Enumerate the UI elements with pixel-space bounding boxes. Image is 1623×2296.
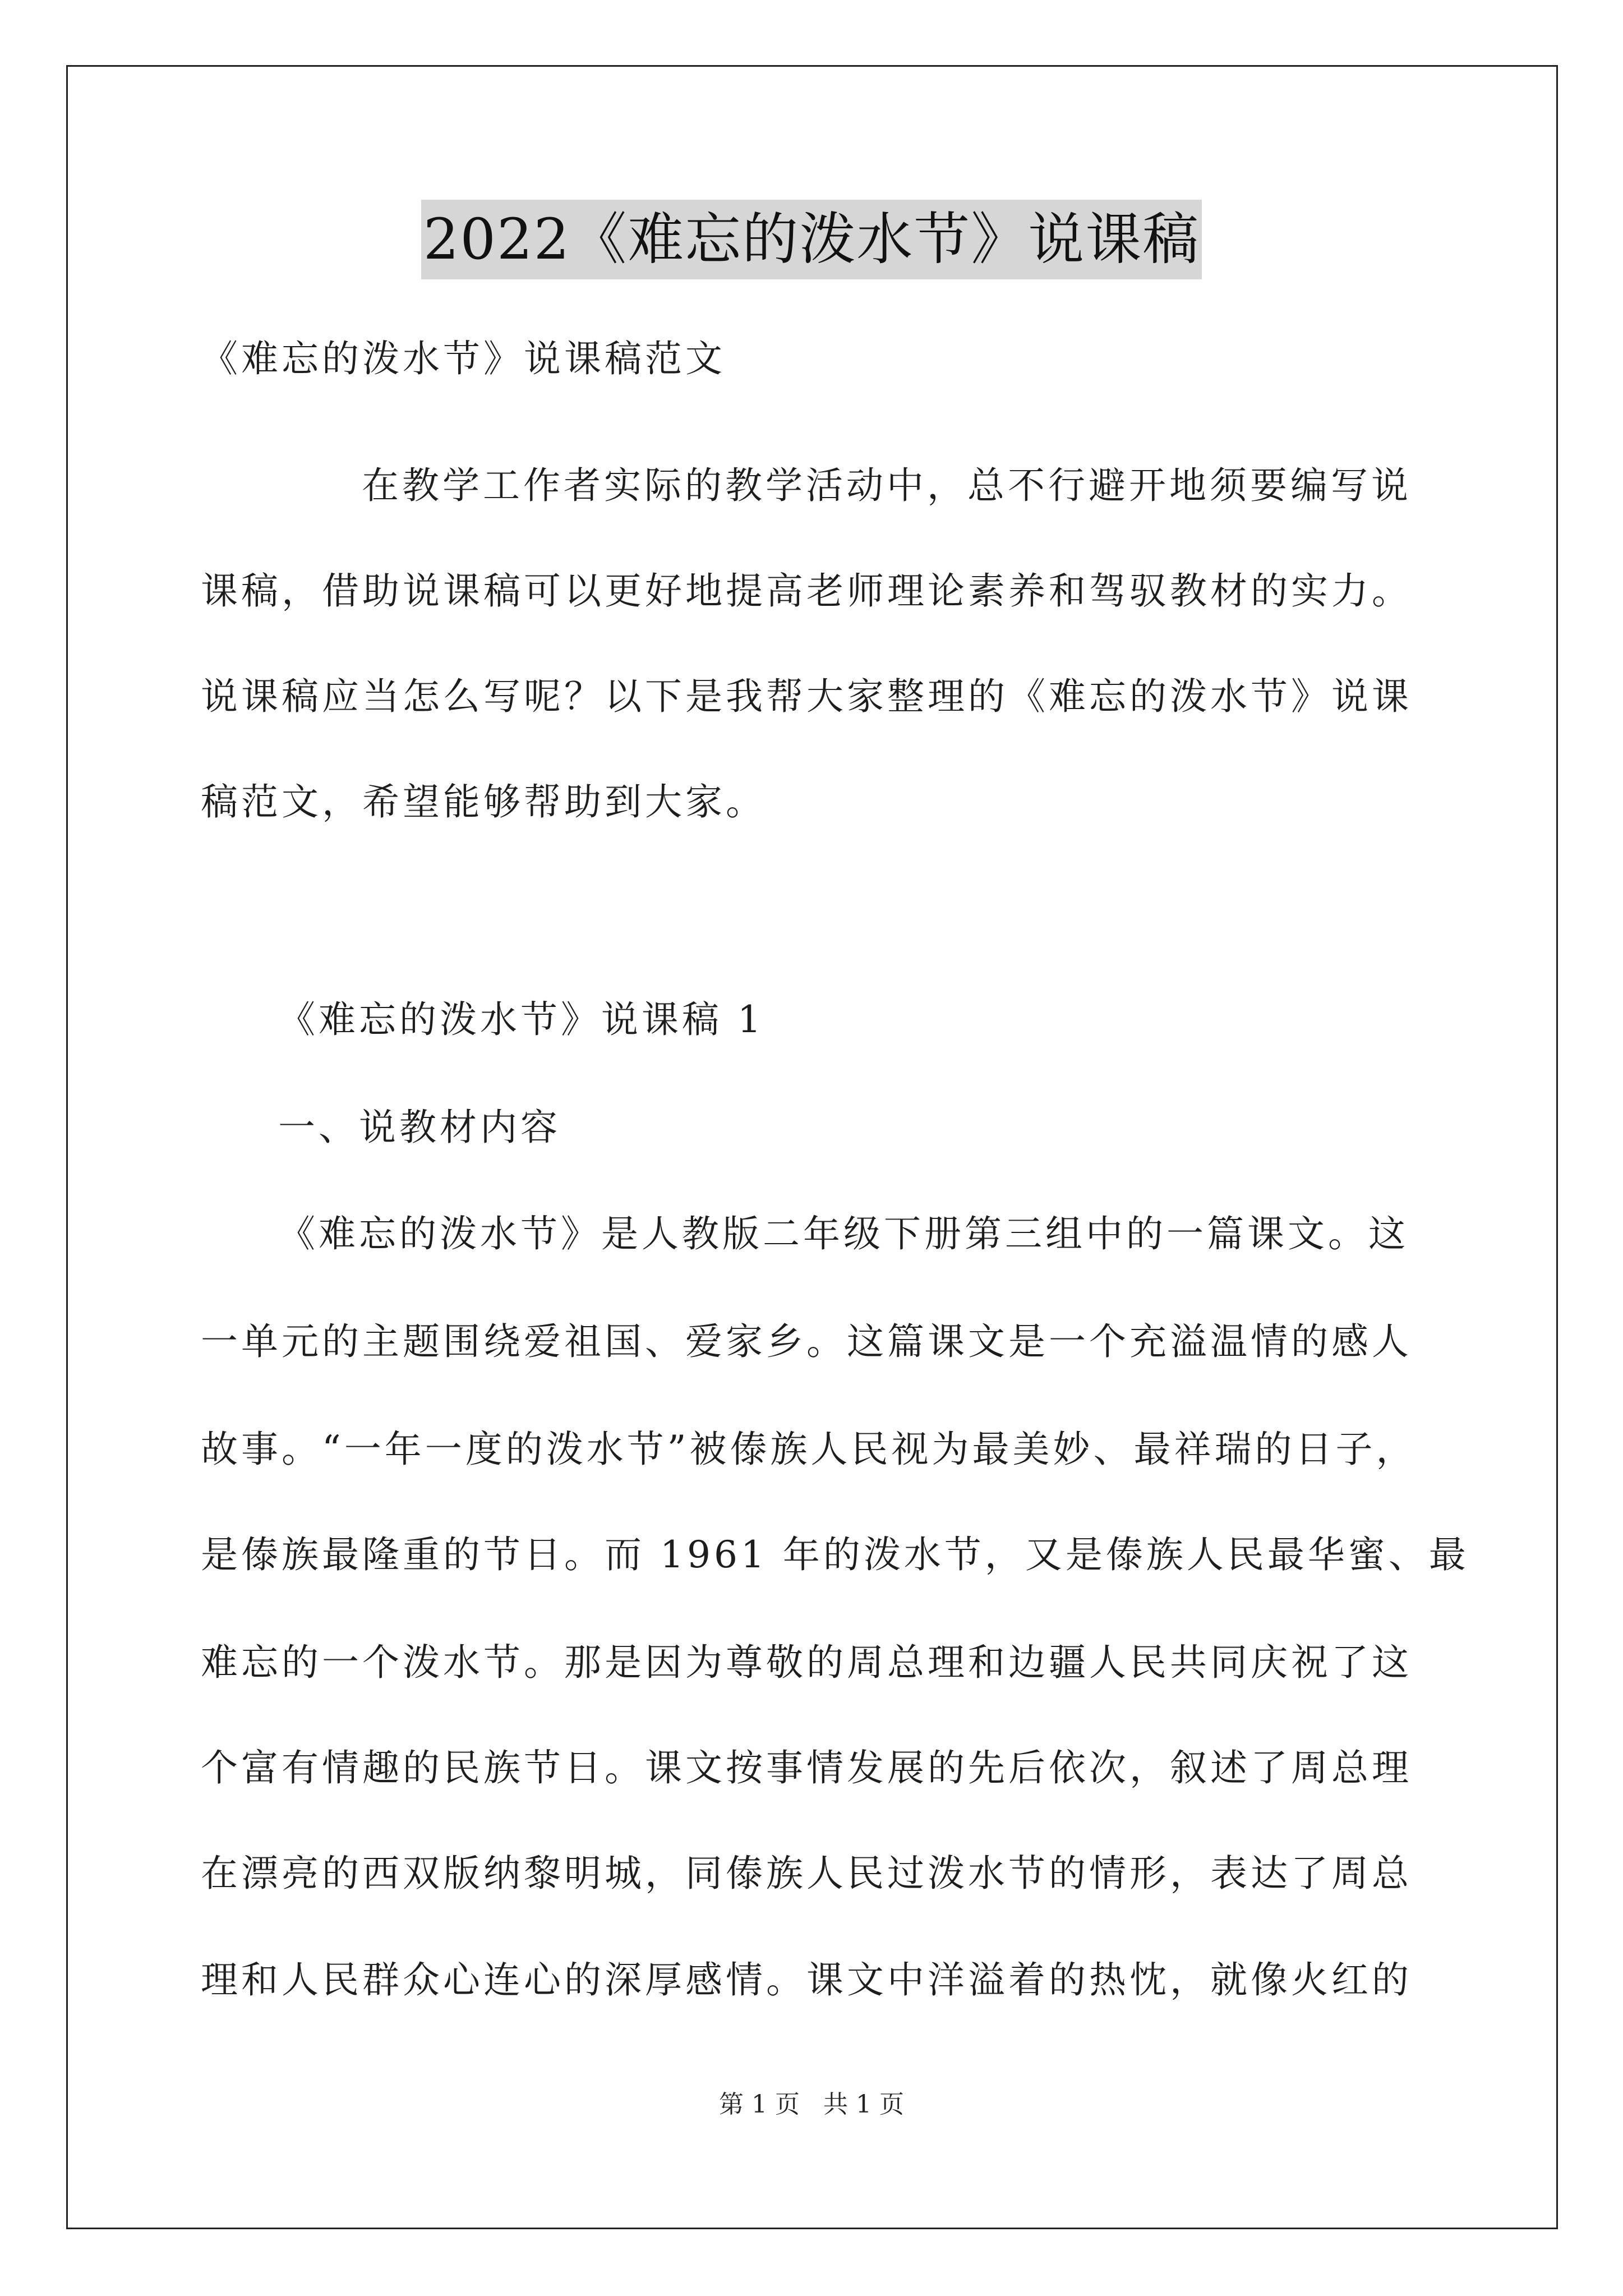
page-footer bbox=[0, 2088, 1623, 2122]
intro-line: 在教学工作者实际的教学活动中，总不行避开地须要编写说 bbox=[362, 464, 1412, 507]
body-line: 一单元的主题围绕爱祖国、爱家乡。这篇课文是一个充溢温情的感人 bbox=[201, 1320, 1412, 1363]
subsection-heading: 一、说教材内容 bbox=[278, 1106, 561, 1149]
document-subtitle: 《难忘的泼水节》说课稿范文 bbox=[201, 337, 726, 380]
body-line: 故事。“一年一度的泼水节”被傣族人民视为最美妙、最祥瑞的日子， bbox=[201, 1428, 1417, 1471]
intro-line: 稿范文，希望能够帮助到大家。 bbox=[201, 780, 766, 823]
intro-line: 说课稿应当怎么写呢？以下是我帮大家整理的《难忘的泼水节》说课 bbox=[201, 675, 1412, 718]
title-container bbox=[0, 200, 1623, 279]
body-line: 个富有情趣的民族节日。课文按事情发展的先后依次，叙述了周总理 bbox=[201, 1746, 1412, 1789]
document-title: 2022《难忘的泼水节》说课稿 bbox=[421, 200, 1202, 279]
section-heading: 《难忘的泼水节》说课稿 1 bbox=[278, 998, 764, 1041]
page-number: 第 1 页 bbox=[719, 2090, 800, 2119]
body-line: 是傣族最隆重的节日。而 1961 年的泼水节，又是傣族人民最华蜜、最 bbox=[201, 1533, 1469, 1576]
body-line: 《难忘的泼水节》是人教版二年级下册第三组中的一篇课文。这 bbox=[278, 1212, 1409, 1255]
body-line: 在漂亮的西双版纳黎明城，同傣族人民过泼水节的情形，表达了周总 bbox=[201, 1852, 1412, 1895]
body-line: 理和人民群众心连心的深厚感情。课文中洋溢着的热忱，就像火红的 bbox=[201, 1958, 1412, 2001]
body-line: 难忘的一个泼水节。那是因为尊敬的周总理和边疆人民共同庆祝了这 bbox=[201, 1641, 1412, 1684]
page-total: 共 1 页 bbox=[823, 2090, 904, 2119]
intro-line: 课稿，借助说课稿可以更好地提高老师理论素养和驾驭教材的实力。 bbox=[201, 569, 1412, 613]
